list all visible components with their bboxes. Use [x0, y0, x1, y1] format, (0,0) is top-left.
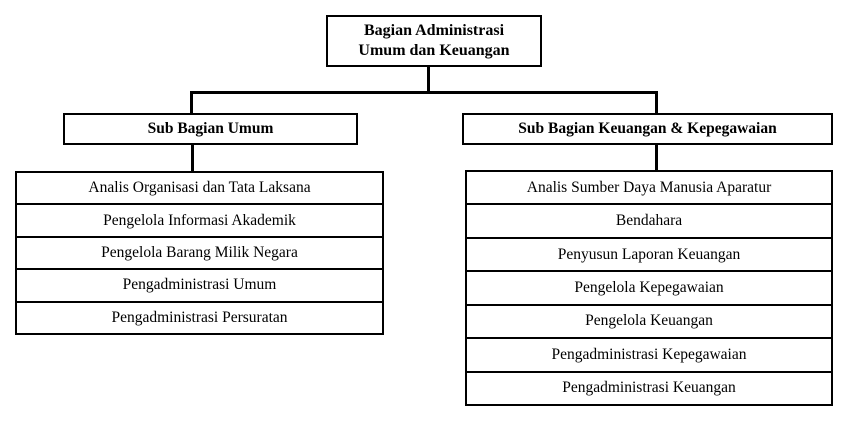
position-item: Pengadministrasi Kepegawaian — [467, 337, 831, 370]
position-item: Pengelola Keuangan — [467, 304, 831, 337]
branch-header-sub-bagian-umum — [63, 113, 358, 145]
position-item: Pengelola Barang Milik Negara — [17, 236, 382, 268]
root-box-label-line1: Bagian Administrasi — [363, 22, 505, 39]
connector-right-list-drop — [655, 144, 658, 171]
connector-root-drop — [427, 66, 430, 93]
position-item: Bendahara — [467, 203, 831, 236]
branch-header-sub-bagian-keuangan-kepegawaian — [462, 113, 833, 145]
position-item: Penyusun Laporan Keuangan — [467, 237, 831, 270]
connector-left-branch-drop — [190, 91, 193, 114]
position-item: Pengadministrasi Umum — [17, 268, 382, 300]
connector-horizontal-span — [190, 91, 658, 94]
position-item: Analis Organisasi dan Tata Laksana — [88, 179, 311, 197]
connector-left-list-drop — [191, 144, 194, 172]
root-box-label-line2: Umum dan Keuangan — [358, 42, 510, 59]
connector-right-branch-drop — [655, 91, 658, 114]
branch-header-label: Sub Bagian Keuangan & Kepegawaian — [518, 120, 777, 137]
branch-header-label: Sub Bagian Umum — [147, 120, 274, 137]
position-item: Pengelola Informasi Akademik — [17, 203, 382, 235]
position-item: Pengelola Kepegawaian — [467, 270, 831, 303]
position-item: Analis Sumber Daya Manusia Aparatur — [526, 178, 772, 196]
root-box — [326, 15, 542, 67]
position-item: Pengadministrasi Keuangan — [467, 371, 831, 404]
position-item: Pengadministrasi Persuratan — [17, 301, 382, 333]
position-list-umum — [15, 171, 384, 335]
position-list-keuangan-kepegawaian — [465, 170, 833, 406]
